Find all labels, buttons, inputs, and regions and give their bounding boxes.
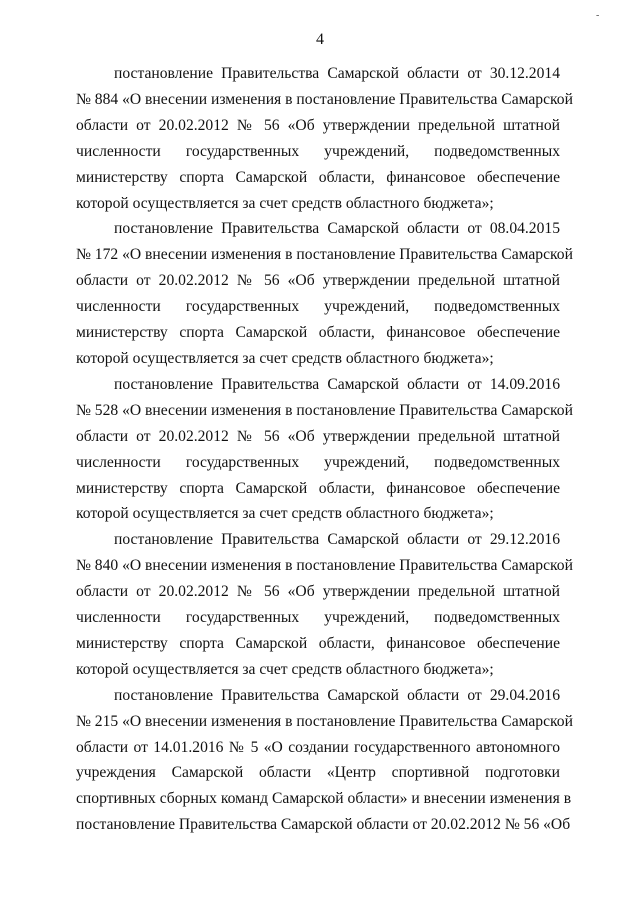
paragraph-line: министерству спорта Самарской области, финансовое обеспечение bbox=[76, 634, 560, 652]
paragraph-line: которой осуществляется за счет средств областного бюджета»; bbox=[76, 505, 494, 523]
paragraph-line: № 172 «О внесении изменения в постановление Правительства Самарской bbox=[76, 246, 573, 264]
paragraph-decree-2016-840 bbox=[76, 527, 573, 682]
paragraph-decree-2016-215 bbox=[76, 683, 573, 838]
paragraph-line: № 215 «О внесении изменения в постановление Правительства Самарской bbox=[76, 712, 573, 730]
paragraph-line: численности государственных учреждений, подведомственных bbox=[76, 609, 560, 627]
paragraph-line: министерству спорта Самарской области, финансовое обеспечение bbox=[76, 168, 560, 186]
paragraph-line: которой осуществляется за счет средств областного бюджета»; bbox=[76, 349, 494, 367]
paragraph-line: области от 20.02.2012 № 56 «Об утверждении предельной штатной bbox=[76, 427, 560, 445]
paragraph-line: министерству спорта Самарской области, финансовое обеспечение bbox=[76, 324, 560, 342]
paragraph-decree-2015-172 bbox=[76, 216, 573, 371]
paragraph-line: постановление Правительства Самарской области от 29.12.2016 bbox=[114, 531, 560, 549]
paragraph-line: № 528 «О внесении изменения в постановление Правительства Самарской bbox=[76, 401, 573, 419]
document-body bbox=[76, 61, 573, 838]
paragraph-line: постановление Правительства Самарской области от 30.12.2014 bbox=[114, 65, 560, 82]
paragraph-line: № 884 «О внесении изменения в постановление Правительства Самарской bbox=[76, 90, 573, 108]
paragraph-line: численности государственных учреждений, подведомственных bbox=[76, 298, 560, 316]
paragraph-line: спортивных сборных команд Самарской области» и внесении изменения в bbox=[76, 790, 572, 808]
paragraph-line: численности государственных учреждений, подведомственных bbox=[76, 142, 560, 160]
corner-mark: - bbox=[596, 10, 600, 21]
paragraph-line: постановление Правительства Самарской области от 14.09.2016 bbox=[114, 375, 560, 393]
paragraph-line: учреждения Самарской области «Центр спортивной подготовки bbox=[76, 764, 560, 782]
paragraph-line: которой осуществляется за счет средств областного бюджета»; bbox=[76, 194, 494, 212]
paragraph-line: области от 14.01.2016 № 5 «О создании государственного автономного bbox=[76, 738, 560, 756]
paragraph-decree-2014-884 bbox=[76, 61, 573, 216]
page-number: 4 bbox=[316, 31, 324, 48]
paragraph-line: области от 20.02.2012 № 56 «Об утверждении предельной штатной bbox=[76, 272, 560, 290]
paragraph-line: области от 20.02.2012 № 56 «Об утверждении предельной штатной bbox=[76, 116, 560, 134]
paragraph-decree-2016-528 bbox=[76, 372, 573, 527]
paragraph-line: постановление Правительства Самарской области от 20.02.2012 № 56 «Об bbox=[76, 816, 571, 834]
paragraph-line: численности государственных учреждений, подведомственных bbox=[76, 453, 560, 471]
paragraph-line: постановление Правительства Самарской области от 29.04.2016 bbox=[114, 686, 560, 704]
paragraph-line: министерству спорта Самарской области, финансовое обеспечение bbox=[76, 479, 560, 497]
paragraph-line: области от 20.02.2012 № 56 «Об утверждении предельной штатной bbox=[76, 583, 560, 601]
paragraph-line: которой осуществляется за счет средств областного бюджета»; bbox=[76, 660, 494, 678]
paragraph-line: постановление Правительства Самарской области от 08.04.2015 bbox=[114, 220, 560, 238]
paragraph-line: № 840 «О внесении изменения в постановление Правительства Самарской bbox=[76, 557, 573, 575]
